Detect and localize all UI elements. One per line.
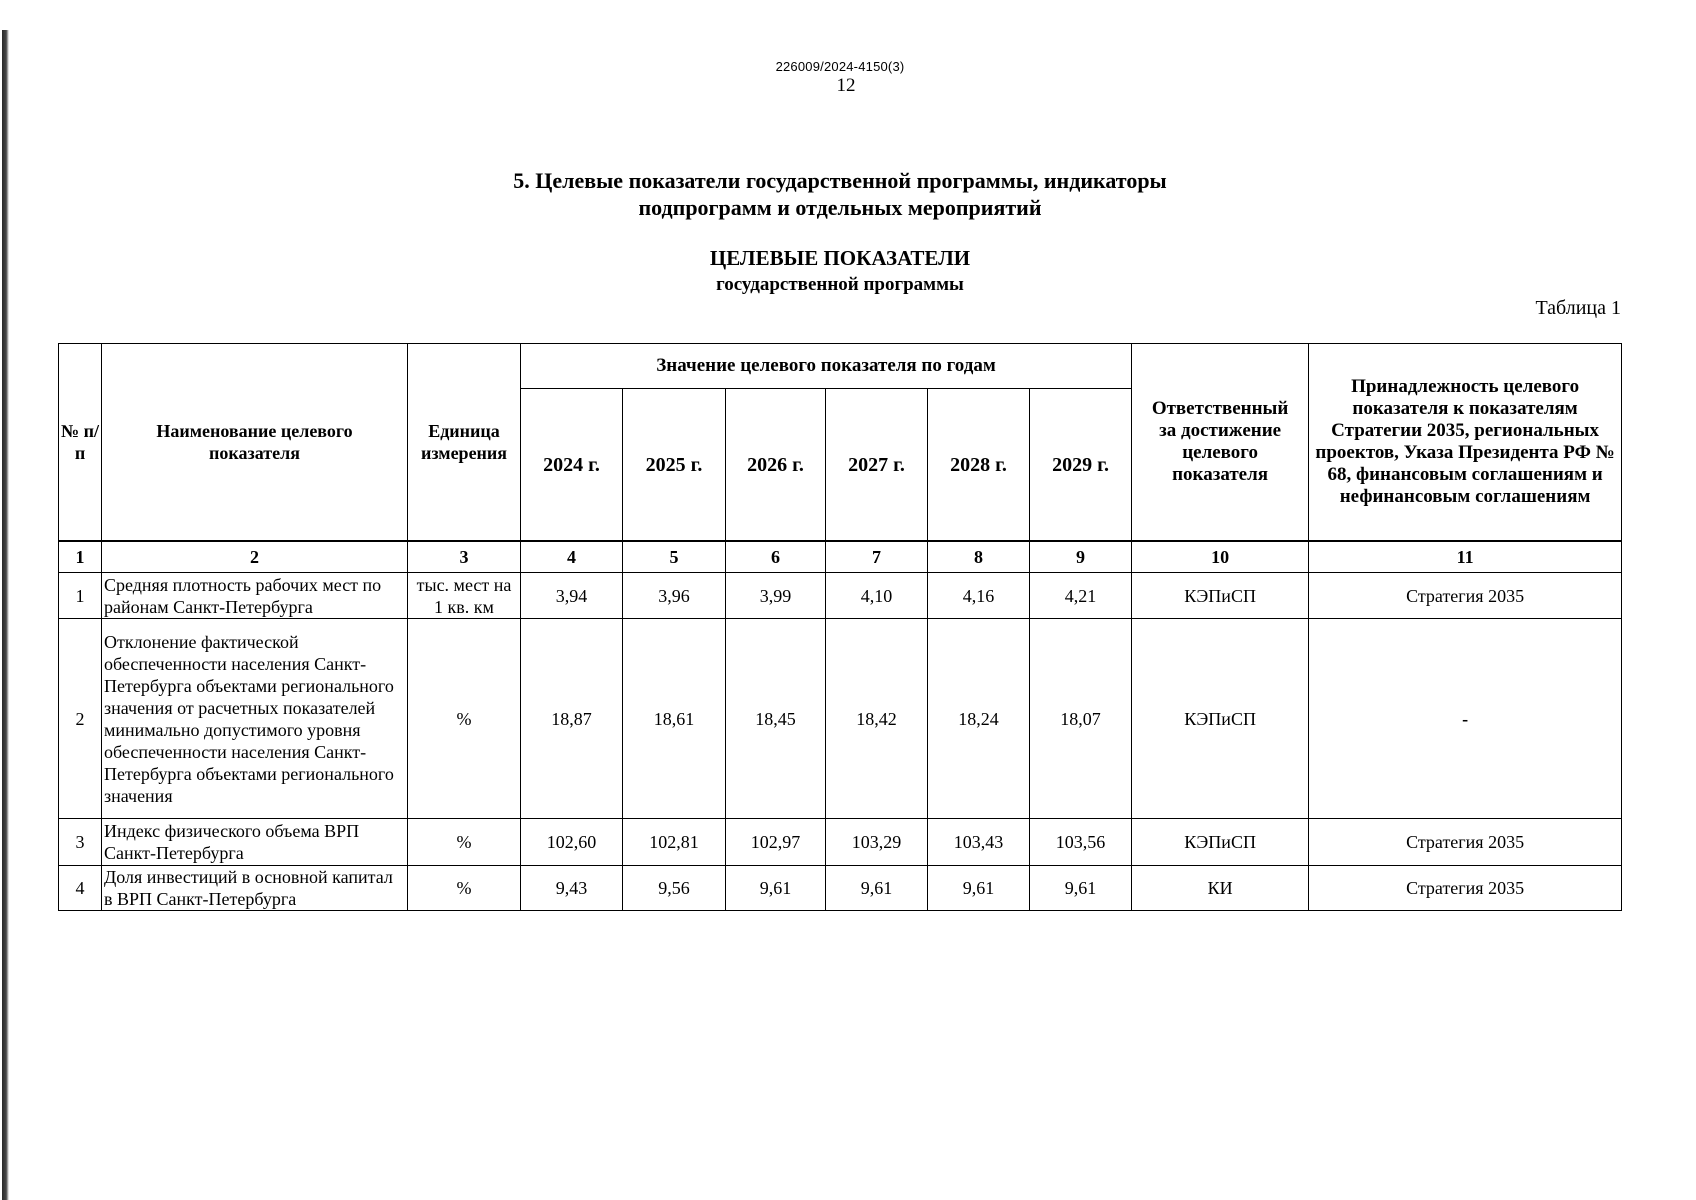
header-responsible: Ответственный за достижение целевого показателя xyxy=(1132,344,1309,542)
row-value: 18,42 xyxy=(826,619,928,819)
row-value: 103,43 xyxy=(928,819,1030,866)
row-num: 1 xyxy=(59,573,102,619)
row-value: 103,29 xyxy=(826,819,928,866)
table-label: Таблица 1 xyxy=(1535,297,1621,319)
table-heading: ЦЕЛЕВЫЕ ПОКАЗАТЕЛИ xyxy=(709,246,971,270)
header-years-group: Значение целевого показателя по годам xyxy=(521,344,1132,389)
table-row xyxy=(59,819,1622,866)
column-number: 9 xyxy=(1030,541,1132,573)
row-value: 9,61 xyxy=(726,866,826,911)
row-value: 3,99 xyxy=(726,573,826,619)
header-num: № п/п xyxy=(59,344,102,542)
row-unit: % xyxy=(408,619,521,819)
column-number: 8 xyxy=(928,541,1030,573)
row-value: 103,56 xyxy=(1030,819,1132,866)
header-unit: Единица измерения xyxy=(408,344,521,542)
column-number: 7 xyxy=(826,541,928,573)
row-responsible: КИ xyxy=(1132,866,1309,911)
header-year: 2029 г. xyxy=(1030,389,1132,542)
row-unit: % xyxy=(408,819,521,866)
row-belonging: Стратегия 2035 xyxy=(1309,819,1622,866)
row-belonging: Стратегия 2035 xyxy=(1309,866,1622,911)
column-number: 2 xyxy=(102,541,408,573)
row-num: 2 xyxy=(59,619,102,819)
row-unit: % xyxy=(408,866,521,911)
page-number: 12 xyxy=(836,75,856,96)
section-title xyxy=(0,167,1680,221)
row-name: Средняя плотность рабочих мест по районам Санкт-Петербурга xyxy=(102,573,408,619)
row-value: 102,81 xyxy=(623,819,726,866)
header-year: 2028 г. xyxy=(928,389,1030,542)
row-value: 18,24 xyxy=(928,619,1030,819)
table-row xyxy=(59,573,1622,619)
column-number: 6 xyxy=(726,541,826,573)
row-responsible: КЭПиСП xyxy=(1132,573,1309,619)
document-number: 226009/2024-4150(3) xyxy=(775,59,905,74)
header-year: 2024 г. xyxy=(521,389,623,542)
row-name: Доля инвестиций в основной капитал в ВРП Санкт-Петербурга xyxy=(102,866,408,911)
column-number: 11 xyxy=(1309,541,1622,573)
row-num: 4 xyxy=(59,866,102,911)
table-row xyxy=(59,866,1622,911)
row-belonging: Стратегия 2035 xyxy=(1309,573,1622,619)
row-name: Индекс физического объема ВРП Санкт-Петербурга xyxy=(102,819,408,866)
header-year: 2025 г. xyxy=(623,389,726,542)
row-value: 3,94 xyxy=(521,573,623,619)
table-body xyxy=(59,573,1622,911)
column-number: 1 xyxy=(59,541,102,573)
row-belonging: - xyxy=(1309,619,1622,819)
column-number: 3 xyxy=(408,541,521,573)
row-value: 4,16 xyxy=(928,573,1030,619)
row-value: 9,61 xyxy=(928,866,1030,911)
target-indicators-table xyxy=(58,343,1622,911)
header-row-1 xyxy=(59,344,1622,389)
row-value: 102,60 xyxy=(521,819,623,866)
header-year: 2027 г. xyxy=(826,389,928,542)
row-value: 4,21 xyxy=(1030,573,1132,619)
table-header xyxy=(59,344,1622,573)
column-number: 4 xyxy=(521,541,623,573)
row-value: 9,61 xyxy=(826,866,928,911)
row-value: 18,61 xyxy=(623,619,726,819)
row-value: 9,56 xyxy=(623,866,726,911)
row-value: 4,10 xyxy=(826,573,928,619)
column-number: 5 xyxy=(623,541,726,573)
section-title-line1: 5. Целевые показатели государственной программы, индикаторы xyxy=(513,168,1167,193)
row-responsible: КЭПиСП xyxy=(1132,819,1309,866)
header-year: 2026 г. xyxy=(726,389,826,542)
row-value: 18,07 xyxy=(1030,619,1132,819)
row-unit: тыс. мест на 1 кв. км xyxy=(408,573,521,619)
row-value: 9,43 xyxy=(521,866,623,911)
row-responsible: КЭПиСП xyxy=(1132,619,1309,819)
table-row xyxy=(59,619,1622,819)
header-name: Наименование целевого показателя xyxy=(102,344,408,542)
row-num: 3 xyxy=(59,819,102,866)
row-name: Отклонение фактической обеспеченности населения Санкт-Петербурга объектами регионального значения от расчетных показателей минимально допустимого уровня обеспеченности населения Санкт-Петербурга объектами регионального значения xyxy=(102,619,408,819)
table-subheading: государственной программы xyxy=(716,274,964,295)
row-value: 18,45 xyxy=(726,619,826,819)
section-title-line2: подпрограмм и отдельных мероприятий xyxy=(638,195,1042,220)
header-belonging: Принадлежность целевого показателя к показателям Стратегии 2035, региональных проектов, Указа Президента РФ № 68, финансовым соглашениям и нефинансовым соглашениям xyxy=(1309,344,1622,542)
row-value: 3,96 xyxy=(623,573,726,619)
row-value: 9,61 xyxy=(1030,866,1132,911)
column-number-row xyxy=(59,541,1622,573)
row-value: 18,87 xyxy=(521,619,623,819)
row-value: 102,97 xyxy=(726,819,826,866)
column-number: 10 xyxy=(1132,541,1309,573)
